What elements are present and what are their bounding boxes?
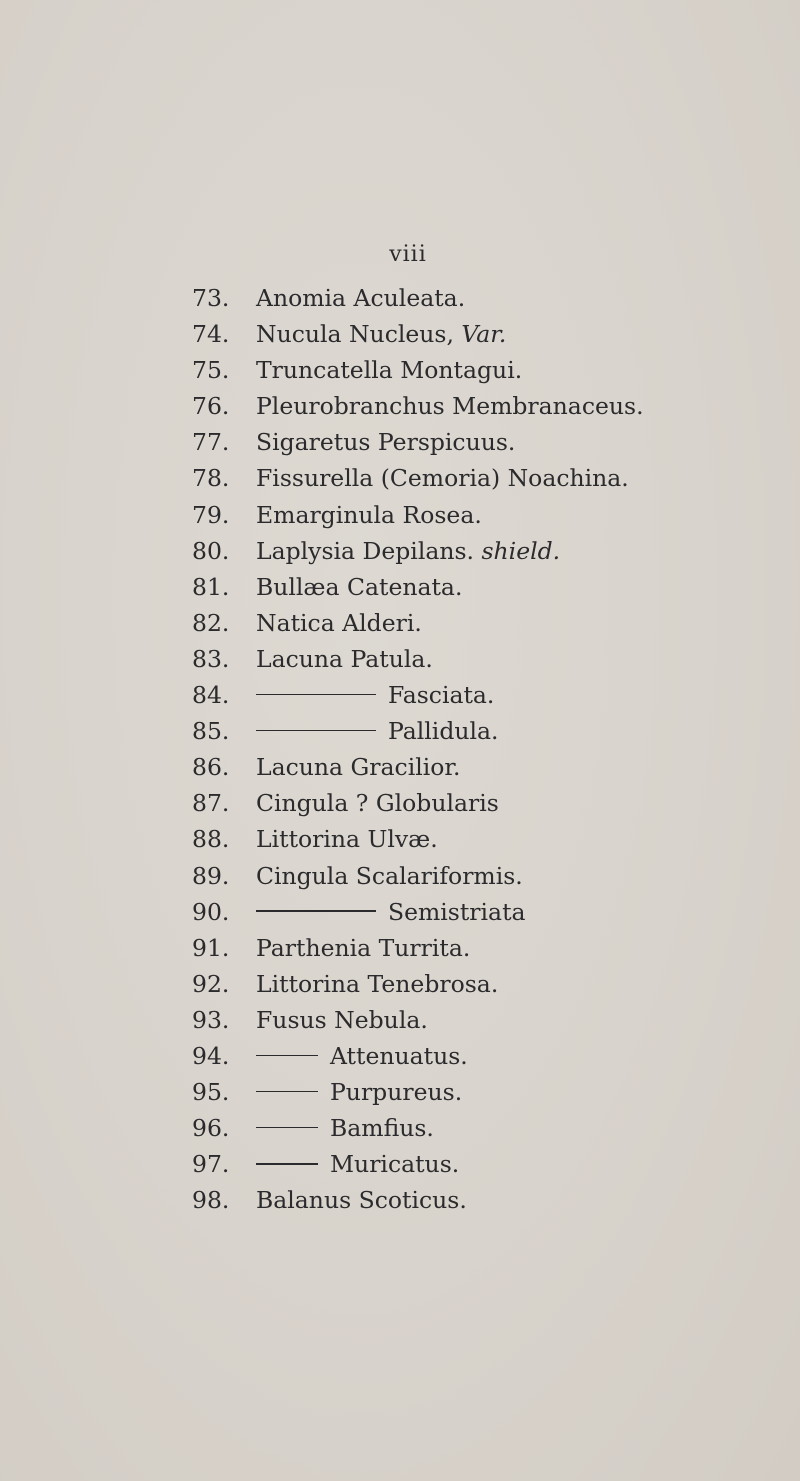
species-list (192, 280, 644, 1218)
species-name: Emarginula Rosea. (256, 500, 482, 529)
species-name: Fasciata. (388, 681, 495, 710)
ditto-dash (256, 694, 376, 696)
list-item (192, 785, 644, 821)
entry-number: 90. (192, 897, 230, 926)
species-name: Cingula ? Globularis (256, 789, 499, 818)
entry-number: 91. (192, 933, 230, 962)
list-item (192, 966, 644, 1002)
entry-number: 89. (192, 861, 230, 890)
ditto-dash (256, 730, 376, 732)
list-item (192, 460, 644, 496)
list-item (192, 569, 644, 605)
species-name: Attenuatus. (330, 1041, 468, 1070)
species-name: Pleurobranchus Membranaceus. (256, 392, 644, 421)
species-name: Laplysia Depilans. (256, 536, 482, 565)
entry-number: 87. (192, 789, 230, 818)
species-name: Littorina Tenebrosa. (256, 969, 499, 998)
species-note: Var. (461, 320, 507, 349)
species-name: Pallidula. (388, 717, 499, 746)
species-name: Lacuna Patula. (256, 644, 433, 673)
species-name: Lacuna Gracilior. (256, 753, 461, 782)
list-item (192, 749, 644, 785)
species-note: shield. (481, 536, 561, 565)
species-name: Anomia Aculeata. (256, 284, 466, 312)
list-item (192, 1110, 644, 1146)
entry-number: 92. (192, 969, 230, 998)
ditto-dash (256, 1055, 318, 1057)
entry-number: 94. (192, 1041, 230, 1070)
list-item (192, 280, 644, 316)
list-item (192, 858, 644, 894)
entry-number: 85. (192, 717, 230, 746)
ditto-dash (256, 1091, 318, 1093)
entry-number: 93. (192, 1005, 230, 1034)
entry-number: 79. (192, 500, 230, 529)
list-item (192, 1002, 644, 1038)
list-item (192, 1146, 644, 1182)
species-name: Purpureus. (330, 1078, 463, 1107)
species-name: Semistriata (388, 897, 526, 926)
entry-number: 80. (192, 536, 230, 565)
species-name: Fissurella (Cemoria) Noachina. (256, 464, 629, 493)
list-item (192, 497, 644, 533)
page-number: viii (389, 242, 427, 267)
species-name: Bullæa Catenata. (256, 572, 463, 601)
species-name: Bamfius. (330, 1114, 434, 1143)
list-item (192, 930, 644, 966)
ditto-dash (256, 910, 376, 912)
list-item (192, 1074, 644, 1110)
list-item (192, 1182, 644, 1218)
species-name: Truncatella Montagui. (256, 356, 523, 385)
species-name: Parthenia Turrita. (256, 933, 471, 962)
list-item (192, 677, 644, 713)
entry-number: 88. (192, 825, 230, 854)
list-item (192, 894, 644, 930)
list-item (192, 605, 644, 641)
list-item (192, 1038, 644, 1074)
entry-number: 73. (192, 284, 230, 312)
entry-number: 77. (192, 428, 230, 457)
entry-number: 84. (192, 681, 230, 710)
species-name: Sigaretus Perspicuus. (256, 428, 516, 457)
species-name: Muricatus. (330, 1150, 460, 1179)
ditto-dash (256, 1163, 318, 1165)
list-item (192, 388, 644, 424)
entry-number: 75. (192, 356, 230, 385)
list-item (192, 713, 644, 749)
species-name: Cingula Scalariformis. (256, 861, 523, 890)
list-item (192, 352, 644, 388)
entry-number: 81. (192, 572, 230, 601)
species-name: Nucula Nucleus, (256, 320, 462, 349)
list-item (192, 424, 644, 460)
entry-number: 98. (192, 1186, 230, 1215)
entry-number: 76. (192, 392, 230, 421)
entry-number: 78. (192, 464, 230, 493)
species-name: Natica Alderi. (256, 608, 422, 637)
list-item (192, 641, 644, 677)
entry-number: 86. (192, 753, 230, 782)
list-item (192, 821, 644, 857)
ditto-dash (256, 1127, 318, 1129)
entry-number: 74. (192, 320, 230, 349)
list-item (192, 533, 644, 569)
entry-number: 97. (192, 1150, 230, 1179)
species-name: Littorina Ulvæ. (256, 825, 438, 854)
entry-number: 82. (192, 608, 230, 637)
species-name: Balanus Scoticus. (256, 1186, 467, 1215)
list-item (192, 316, 644, 352)
entry-number: 96. (192, 1114, 230, 1143)
species-name: Fusus Nebula. (256, 1005, 428, 1034)
entry-number: 83. (192, 644, 230, 673)
entry-number: 95. (192, 1078, 230, 1107)
